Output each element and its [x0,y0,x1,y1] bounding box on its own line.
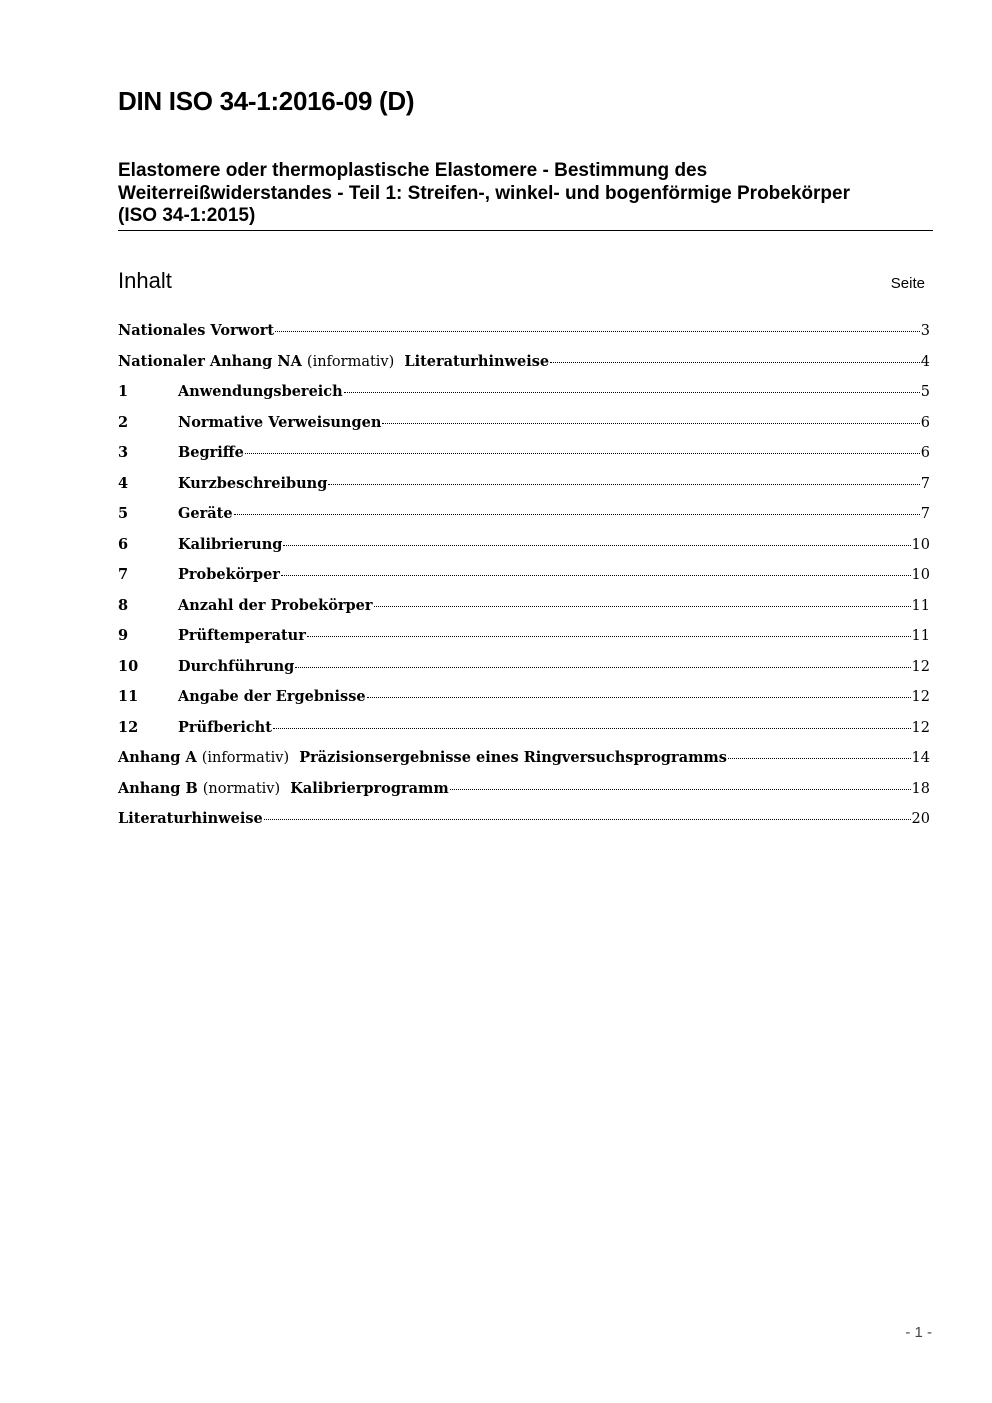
toc-entry-title-part: Nationaler Anhang NA [118,352,307,370]
toc-dot-leader [283,545,910,546]
toc-dot-leader [307,636,911,637]
toc-entry-page: 10 [911,536,930,553]
toc-dot-leader [275,331,920,332]
toc-entry-title-part: Anhang A [118,749,202,766]
toc-entry-number: 12 [118,718,139,736]
toc-entry-page: 7 [920,506,930,522]
toc-dot-leader [374,606,911,607]
toc-entry-title-part: Präzisionsergebnisse eines Ringversuchsprogramms [289,749,727,766]
toc-entry-title: Probekörper [178,566,280,583]
toc-entry-section-10[interactable] [118,658,930,689]
toc-entry-title: Prüftemperatur [178,627,306,644]
toc-dot-leader [382,423,919,424]
toc-entry-title: Anwendungsbereich [178,383,343,400]
toc-entry-page: 12 [911,689,930,705]
toc-entry-title: Anzahl der Probekörper [178,596,373,614]
toc-entry-annex-type: (normativ) [202,780,281,797]
toc-entry-number: 10 [118,657,139,675]
toc-dot-leader [728,758,911,759]
subtitle-line: Weiterreißwiderstandes - Teil 1: Streifen-, winkel- und bogenförmige Probekörper [118,182,850,204]
toc-entry-title: Normative Verweisungen [178,413,382,431]
toc-entry-annex-type: (informativ) [306,353,395,370]
toc-entry-section-1[interactable] [118,383,930,414]
toc-entry-section-8[interactable] [118,597,930,628]
toc-entry-page: 11 [911,628,930,644]
toc-entry-title: Kalibrierung [178,535,283,553]
toc-entry-page: 12 [911,658,930,675]
toc-entry-section-11[interactable] [118,688,930,719]
toc-heading: Inhalt [118,268,172,293]
toc-entry-number: 7 [118,566,129,583]
toc-entry-section-6[interactable] [118,536,930,567]
toc-entry-page: 11 [911,597,930,614]
toc-entry-title [118,353,549,370]
toc-entry-page: 4 [920,353,930,370]
toc-dot-leader [295,667,910,668]
toc-entry-anhang-b[interactable] [118,780,930,811]
toc-dot-leader [234,514,920,515]
toc-entry-title: Angabe der Ergebnisse [178,688,366,705]
toc-entry-page: 20 [911,811,930,827]
toc-entry-page: 12 [911,719,930,736]
toc-entry-title: Geräte [178,505,233,522]
toc-entry-section-12[interactable] [118,719,930,750]
toc-entry-page: 14 [911,750,930,766]
toc-entry-title: Literaturhinweise [118,810,263,827]
toc-entry-section-3[interactable] [118,444,930,475]
toc-entry-title: Durchführung [178,657,295,675]
toc-entry-title: Kurzbeschreibung [178,474,328,492]
toc-entry-literaturhinweise[interactable] [118,810,930,841]
toc-entry-page: 6 [920,445,930,461]
toc-entry-number: 11 [118,688,139,705]
toc-entry-title [118,749,727,766]
subtitle-line: (ISO 34-1:2015) [118,205,256,226]
toc-entry-section-5[interactable] [118,505,930,536]
toc-entry-title-part: Kalibrierprogramm [280,779,449,797]
document-title: DIN ISO 34-1:2016-09 (D) [118,86,415,116]
toc-entry-page: 5 [920,384,930,400]
toc-entry-section-4[interactable] [118,475,930,506]
toc-entry-section-9[interactable] [118,627,930,658]
document-subtitle [118,160,933,231]
toc-dot-leader [264,819,911,820]
toc-entry-nationales-vorwort[interactable] [118,322,930,353]
toc-entry-anhang-a[interactable] [118,749,930,780]
toc-entry-title [118,780,449,797]
toc-entry-number: 4 [118,474,129,492]
toc-entry-nationaler-anhang[interactable] [118,353,930,384]
toc-entry-annex-type: (informativ) [201,750,290,766]
toc-entry-title-part: Anhang B [118,779,203,797]
toc-entry-title: Nationales Vorwort [118,322,275,339]
toc-entry-number: 5 [118,505,129,522]
toc-entry-section-7[interactable] [118,566,930,597]
toc-dot-leader [450,789,911,790]
toc-dot-leader [367,697,911,698]
toc-page-column-label: Seite [890,275,925,292]
subtitle-line: Elastomere oder thermoplastische Elastomere - Bestimmung des [118,160,708,181]
toc-dot-leader [281,575,911,576]
toc-dot-leader [328,484,919,485]
table-of-contents [118,322,930,841]
toc-entry-page: 6 [920,414,930,431]
toc-entry-number: 8 [118,596,129,614]
toc-entry-title-part: Literaturhinweise [394,352,550,370]
toc-entry-title: Begriffe [178,444,244,461]
page-number: - 1 - [905,1324,932,1341]
toc-dot-leader [344,392,920,393]
toc-entry-page: 3 [920,323,930,339]
toc-dot-leader [273,728,911,729]
toc-entry-number: 3 [118,444,129,461]
toc-entry-number: 2 [118,413,129,431]
toc-dot-leader [245,453,920,454]
toc-entry-number: 1 [118,383,129,400]
toc-dot-leader [550,362,920,363]
toc-entry-page: 10 [911,567,930,583]
toc-entry-number: 9 [118,627,129,644]
toc-entry-title: Prüfbericht [178,718,272,736]
toc-entry-page: 7 [920,475,930,492]
toc-entry-section-2[interactable] [118,414,930,445]
toc-entry-page: 18 [911,780,930,797]
toc-entry-number: 6 [118,535,129,553]
